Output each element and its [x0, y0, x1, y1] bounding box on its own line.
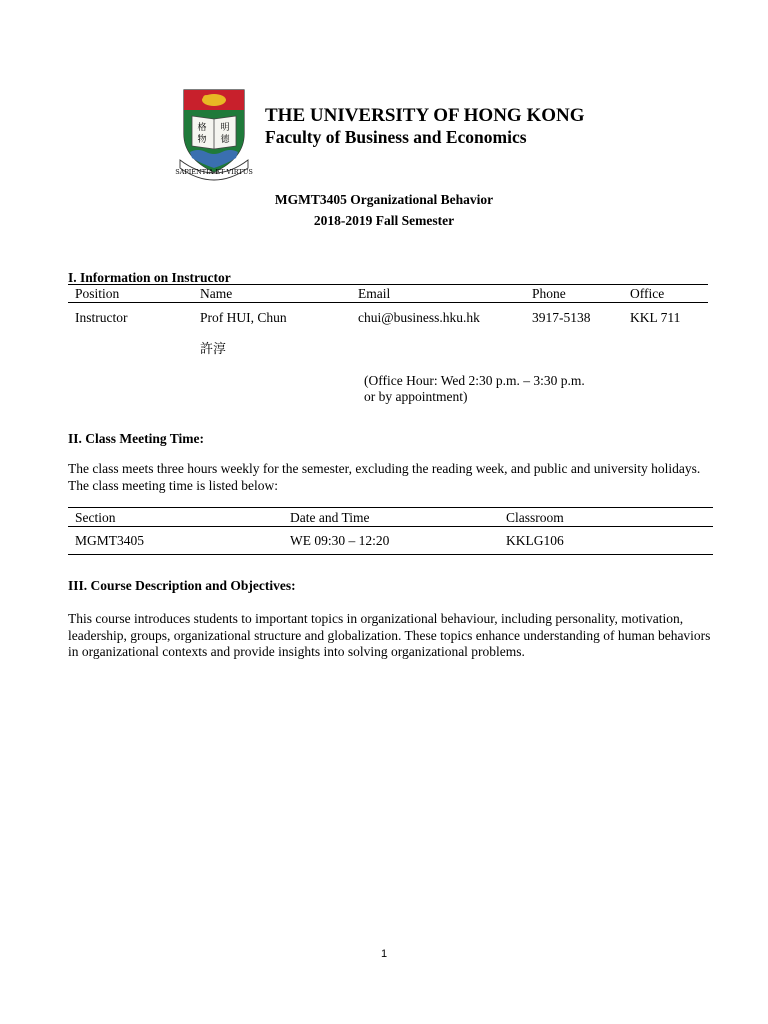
- col-header-office: Office: [630, 286, 665, 301]
- instructor-table-top-rule: [68, 284, 708, 285]
- office-hour-line1: (Office Hour: Wed 2:30 p.m. – 3:30 p.m.: [364, 373, 585, 388]
- svg-text:物: 物: [197, 135, 207, 145]
- svg-text:德: 德: [220, 135, 230, 145]
- svg-text:明: 明: [220, 123, 230, 133]
- page-number: 1: [380, 948, 388, 960]
- description-heading: III. Course Description and Objectives:: [68, 578, 296, 593]
- meeting-table-top-rule: [68, 507, 713, 508]
- instructor-name: Prof HUI, Chun: [200, 310, 287, 325]
- course-description: This course introduces students to important topics in organizational behaviour, including personality, motivation, leadership, groups, organizational structure and globalization. These topics enhance understanding of human behaviors in organizational contexts and provide insights into solving organizational problems.: [68, 611, 711, 659]
- col-header-position: Position: [75, 286, 120, 301]
- faculty-name: Faculty of Business and Economics: [265, 127, 527, 147]
- instructor-heading: I. Information on Instructor: [68, 270, 231, 285]
- course-title: MGMT3405 Organizational Behavior: [274, 192, 494, 207]
- semester-label: 2018-2019 Fall Semester: [313, 213, 455, 228]
- meeting-section: MGMT3405: [75, 533, 145, 548]
- office-hour-line2: or by appointment): [364, 389, 468, 404]
- meeting-date-time: WE 09:30 – 12:20: [290, 533, 390, 548]
- instructor-chinese-name: 許淳: [200, 342, 227, 357]
- meeting-classroom: KKLG106: [506, 533, 564, 548]
- meeting-description: The class meets three hours weekly for the semester, excluding the reading week, and public and university holidays. The class meeting time is listed below:: [68, 461, 701, 493]
- instructor-position: Instructor: [75, 310, 128, 325]
- instructor-email[interactable]: chui@business.hku.hk: [358, 310, 480, 325]
- meeting-table-header-rule: [68, 526, 713, 527]
- instructor-table-header-rule: [68, 302, 708, 303]
- instructor-phone: 3917-5138: [532, 310, 591, 325]
- col-header-date-time: Date and Time: [290, 510, 370, 525]
- instructor-office: KKL 711: [630, 310, 681, 325]
- svg-text:SAPIENTIA ET VIRTUS: SAPIENTIA ET VIRTUS: [175, 168, 253, 176]
- hku-crest-logo: [175, 88, 253, 178]
- col-header-email: Email: [358, 286, 391, 301]
- svg-text:格: 格: [197, 123, 207, 133]
- meeting-heading: II. Class Meeting Time:: [68, 431, 204, 446]
- col-header-phone: Phone: [532, 286, 566, 301]
- meeting-table-bottom-rule: [68, 554, 713, 555]
- university-name: THE UNIVERSITY OF HONG KONG: [265, 105, 585, 126]
- col-header-classroom: Classroom: [506, 510, 564, 525]
- col-header-section: Section: [75, 510, 116, 525]
- col-header-name: Name: [200, 286, 233, 301]
